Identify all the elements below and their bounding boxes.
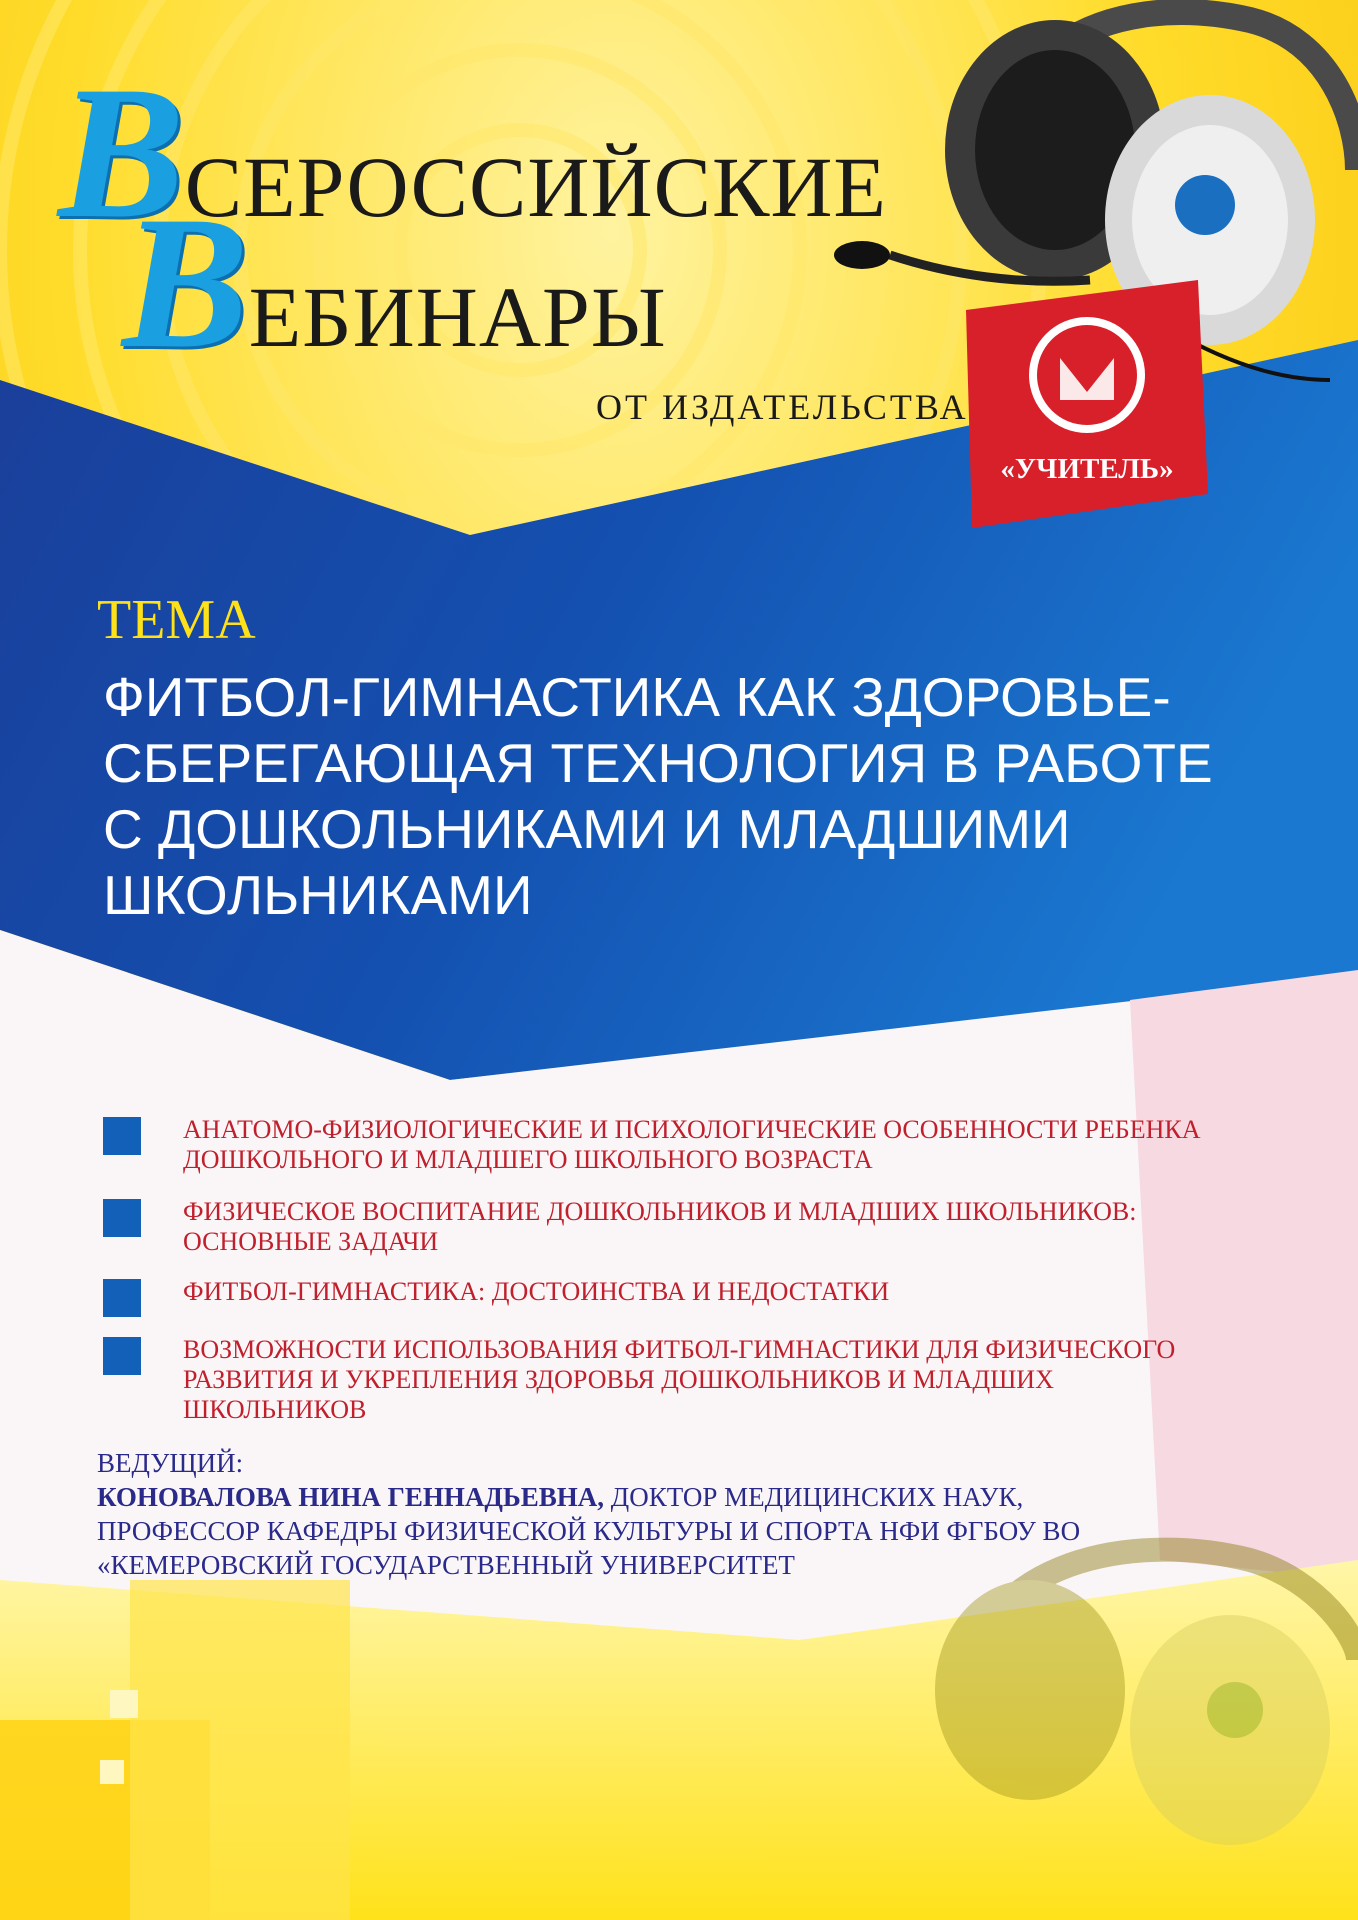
title-initial-2: В xyxy=(122,178,249,388)
host-line-2: ПРОФЕССОР КАФЕДРЫ ФИЗИЧЕСКОЙ КУЛЬТУРЫ И СПОРТА НФИ ФГБОУ ВО xyxy=(97,1516,1081,1546)
topic-line: ШКОЛЬНИКАМИ xyxy=(103,864,533,926)
title-rest-2: ЕБИНАРЫ xyxy=(248,269,667,365)
title-initial-1: В xyxy=(58,48,185,258)
publisher-logo xyxy=(960,280,1210,528)
topic-line: С ДОШКОЛЬНИКАМИ И МЛАДШИМИ xyxy=(103,798,1071,860)
host-line-3: «КЕМЕРОВСКИЙ ГОСУДАРСТВЕННЫЙ УНИВЕРСИТЕТ xyxy=(97,1550,795,1580)
publisher-prefix: ОТ ИЗДАТЕЛЬСТВА xyxy=(596,387,969,427)
title-rest-1: СЕРОССИЙСКИЕ xyxy=(184,139,887,235)
host-name: КОНОВАЛОВА НИНА ГЕННАДЬЕВНА, xyxy=(97,1482,605,1512)
logo-name: «УЧИТЕЛЬ» xyxy=(1000,453,1174,485)
bullet-square-icon xyxy=(103,1117,141,1155)
bullet-square-icon xyxy=(103,1337,141,1375)
topic-line: ФИТБОЛ-ГИМНАСТИКА КАК ЗДОРОВЬЕ- xyxy=(103,666,1171,728)
topic-line: СБЕРЕГАЮЩАЯ ТЕХНОЛОГИЯ В РАБОТЕ xyxy=(103,732,1213,794)
topic-title xyxy=(103,664,1303,928)
bullet-square-icon xyxy=(103,1279,141,1317)
host-block xyxy=(97,1446,1297,1582)
title-line-2 xyxy=(122,178,667,388)
host-label: ВЕДУЩИЙ: xyxy=(97,1448,244,1478)
bullet-square-icon xyxy=(103,1199,141,1237)
topic-label: ТЕМА xyxy=(97,589,256,651)
host-line-1: КОНОВАЛОВА НИНА ГЕННАДЬЕВНА, ДОКТОР МЕДИЦИНСКИХ НАУК, xyxy=(97,1482,1024,1512)
